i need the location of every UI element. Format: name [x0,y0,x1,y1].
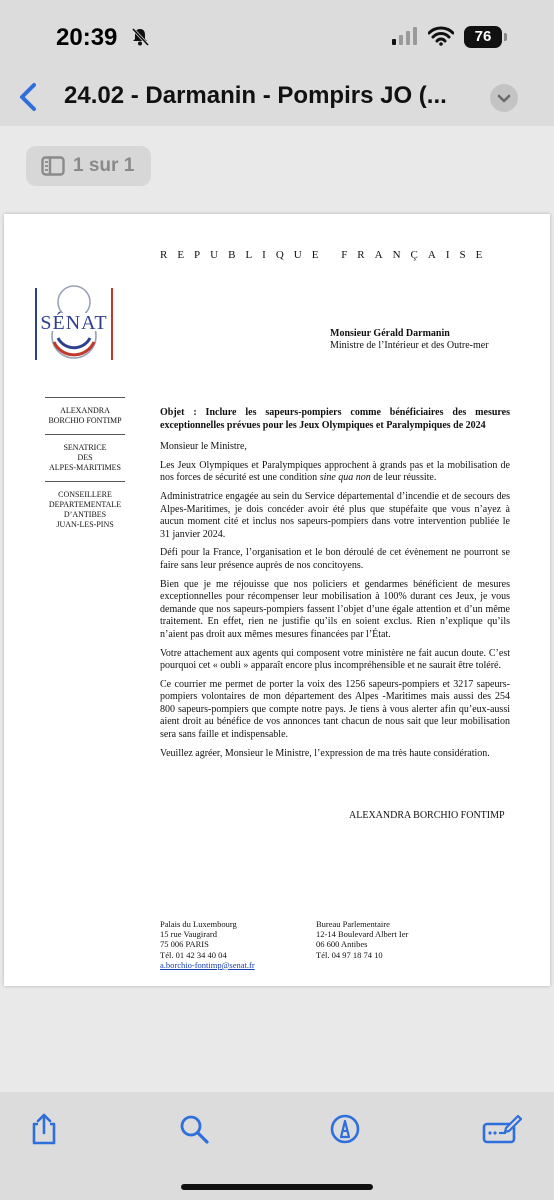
sidebar-icon [41,156,65,176]
letter-heading: REPUBLIQUE FRANÇAISE [160,249,493,261]
top-bar [0,0,554,126]
bell-slash-icon [130,27,150,47]
sender-sidebar [26,397,144,538]
letter-paragraph: Défi pour la France, l’organisation et le bon déroulé de cet évènement ne pourront se faire sans leur présence auprès de nos concitoyens. [160,547,510,571]
chevron-down-icon [490,84,518,112]
markup-icon[interactable] [329,1112,361,1146]
address-line: 12-14 Boulevard Albert Ier [316,929,409,940]
sidebar-role-line: ALPES-MARITIMES [48,463,121,472]
letter-paragraph: Votre attachement aux agents qui composent votre ministère ne fait aucun doute. C’est pourquoi cet « oubli » apparaît encore plus incompréhensible et ne saurait être toléré. [160,647,510,672]
letter-salutation: Monsieur le Ministre, [160,441,247,453]
logo-text: SÉNAT [40,312,108,334]
status-bar [0,0,554,60]
sidebar-role-line: SENATRICE [63,443,107,452]
sidebar-role-block [26,435,144,481]
address-line: Bureau Parlementaire [316,919,390,929]
battery-cap [504,33,507,41]
recipient-title: Ministre de l’Intérieur et des Outre-mer [330,340,489,351]
status-time: 20:39 [56,24,118,51]
sidebar-council-line: CONSEILLERE [58,490,112,499]
cellular-signal-icon [392,27,418,45]
address-antibes [316,919,408,960]
letter-subject: Objet : Inclure les sapeurs-pompiers comme bénéficiaires des mesures exceptionnelles prévues pour les Jeux Olympiques et Paralympiques de 2024 [160,407,510,431]
senat-logo [30,280,118,368]
address-line: 75 006 PARIS [160,939,209,950]
title-menu-button[interactable] [490,84,518,112]
document-page [4,214,550,986]
home-indicator[interactable] [181,1184,373,1190]
page-indicator[interactable] [26,146,151,186]
sidebar-council-block [26,482,144,538]
address-line: 06 600 Antibes [316,939,368,950]
letter-closing: Veuillez agréer, Monsieur le Ministre, l’expression de ma très haute considération. [160,747,490,759]
battery-icon: 76 [464,26,502,48]
address-paris [160,919,255,970]
page-count-label: 1 sur 1 [73,155,135,176]
search-icon[interactable] [178,1112,210,1146]
address-line: Tél. 01 42 34 40 04 [160,949,227,960]
sidebar-council-line: DEPARTEMENTALE [48,500,122,509]
sidebar-name-block [26,398,144,434]
address-line: 15 rue Vaugirard [160,929,217,940]
letter-paragraph: Administratrice engagée au sein du Service départemental d’incendie et de secours des Alpes-Maritimes, je dois concéder avoir été plus que stupéfaite que vous n’ayez à aucun moment cité et inclus nos sapeurs-pompiers dans votre intervention publiée le 31 janvier 2024. [160,490,510,540]
letter-paragraph: Ce courrier me permet de porter la voix des 1256 sapeurs-pompiers et 3217 sapeurs-pompiers volontaires de mon département des Alpes -Maritimes mais aussi des 254 800 sapeurs-pompiers que compte notre pays. Je tiens à vous alerter afin qu’eux-aussi aient droit au bénéfice de vos annonces tant chacun de nous sait que leur mobilisation sera sans faille et indispensable. [160,678,510,741]
paragraph-text: de leur réussite. [370,472,437,484]
address-line: Tél. 04 97 18 74 10 [316,949,383,960]
document-title[interactable]: 24.02 - Darmanin - Pompirs JO (... [64,82,447,109]
wifi-icon [428,26,454,46]
sidebar-name-line: BORCHIO FONTIMP [48,416,122,425]
recipient-name: Monsieur Gérald Darmanin [330,328,450,339]
sidebar-role-line: DES [77,453,93,462]
letter-body [160,407,510,766]
paragraph-italic: sine qua non [319,472,371,484]
signature-name: ALEXANDRA BORCHIO FONTIMP [349,810,505,821]
sidebar-council-line: JUAN-LES-PINS [56,520,114,529]
letter-paragraph: Bien que je me réjouisse que nos policiers et gendarmes bénéficient de mesures exceptionnelles pour récompenser leur mobilisation à 100% durant ces Jeux, je vous demande que nos sapeurs-pompiers fassent l’objet d’une égale attention et d’un même traitement. En effet, rien ne justifie qu’ils en soient exclus. Rien n’explique qu’ils n’aient pas droit aux mêmes mesures financées par l’État. [160,578,510,640]
letter-paragraph [160,460,510,485]
email-link[interactable]: a.borchio-fontimp@senat.fr [160,959,255,970]
edit-form-icon[interactable] [482,1112,522,1146]
sidebar-name-line: ALEXANDRA [60,406,110,415]
share-icon[interactable] [28,1112,60,1146]
recipient-block [330,328,489,352]
address-line: Palais du Luxembourg [160,919,237,929]
chevron-left-icon[interactable] [14,82,44,112]
paragraph-text: Les Jeux Olympiques et Paralympiques approchent à grands pas et la mobilisation de nos forces de sécurité est une condition [160,459,510,484]
sidebar-council-line: D’ANTIBES [63,510,107,519]
